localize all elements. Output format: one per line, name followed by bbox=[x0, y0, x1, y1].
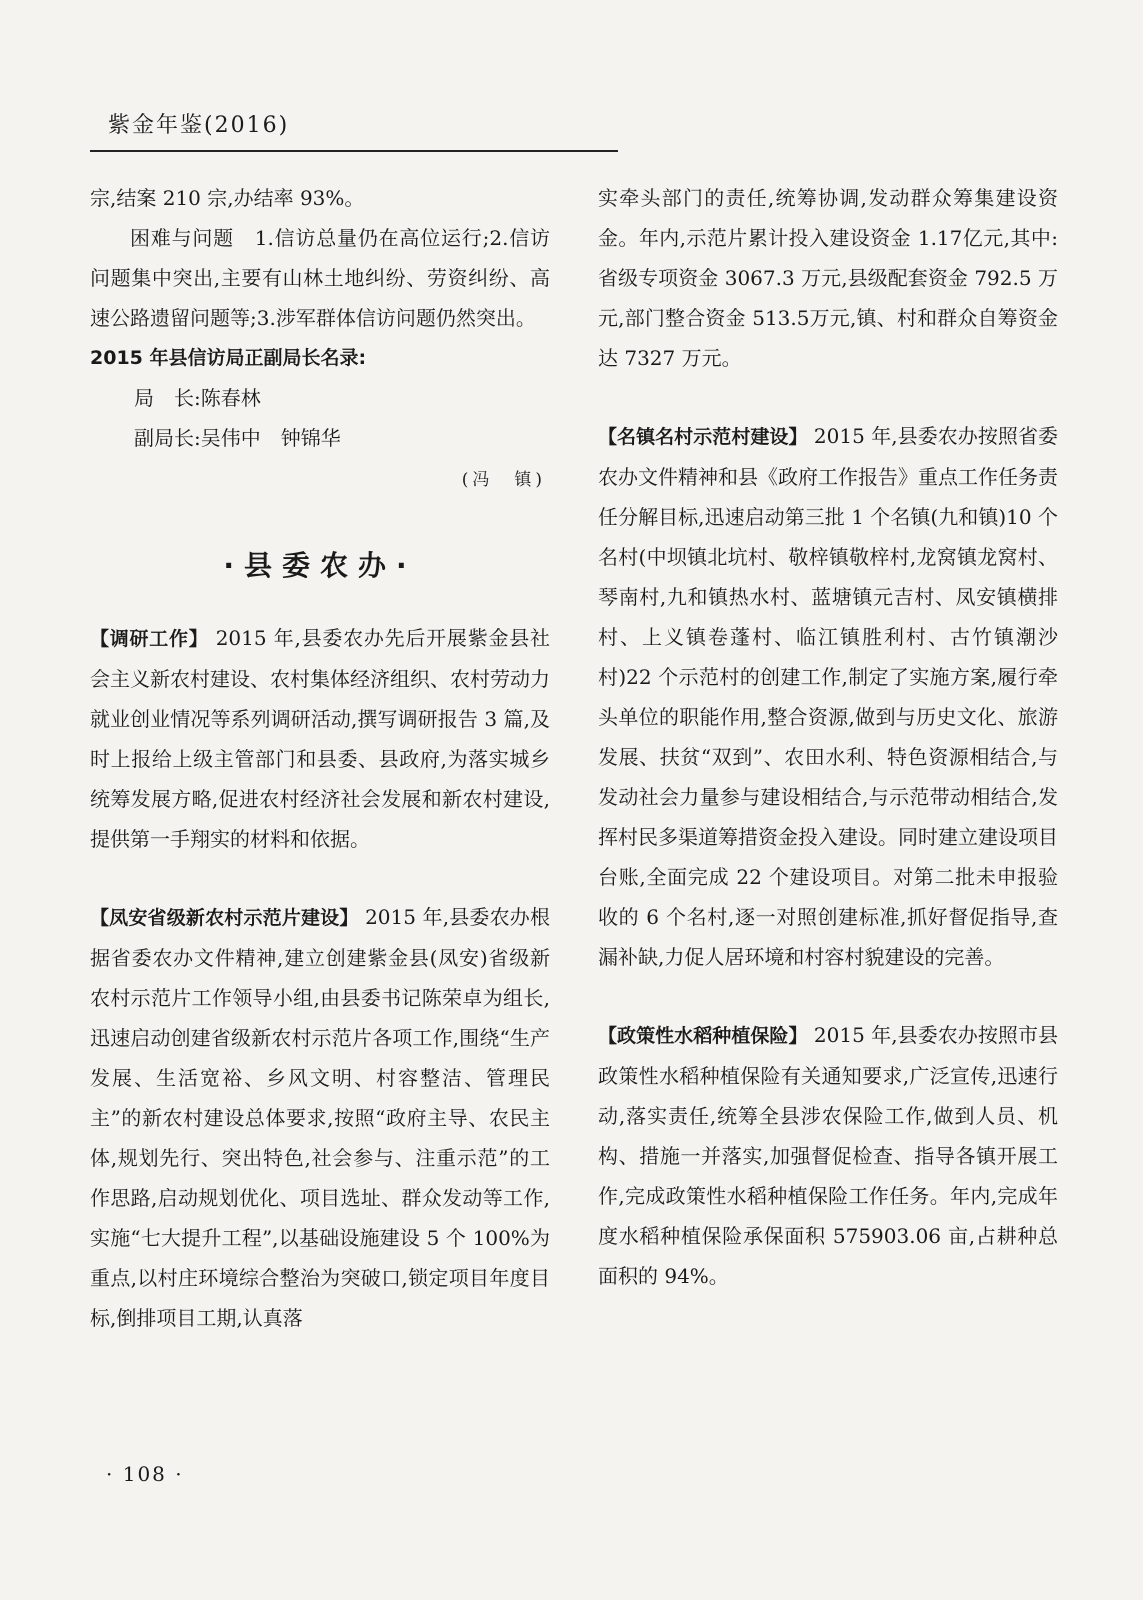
deputies-line: 副局长:吴伟中 钟锦华 bbox=[134, 426, 341, 450]
continued-paragraph: 宗,结案 210 宗,办结率 93%。 bbox=[90, 186, 365, 210]
entry-text: 2015 年,县委农办先后开展紫金县社会主义新农村建设、农村集体经济组织、农村劳动力就业创业情况等系列调研活动,撰写调研报告 3 篇,及时上报给上级主管部门和县委、县政府,为落实城乡统筹发展方略,促进农村经济社会发展和新农村建设,提供第一手翔实的材料和依据。 bbox=[90, 626, 550, 851]
section-title: ·县委农办· bbox=[223, 549, 417, 582]
entry-text: 2015 年,县委农办按照省委农办文件精神和县《政府工作报告》重点工作任务责任分解目标,迅速启动第三批 1 个名镇(九和镇)10 个名村(中坝镇北坑村、敬梓镇敬梓村,龙窝镇龙窝村、琴南村,九和镇热水村、蓝塘镇元吉村、凤安镇横排村、上义镇卷蓬村、临江镇胜利村、古竹镇潮沙村)22 个示范村的创建工作,制定了实施方案,履行牵头单位的职能作用,整合资源,做到与历史文化、旅游发展、扶贫“双到”、农田水利、特色资源相结合,与发动社会力量参与建设相结合,与示范带动相结合,发挥村民多渠道筹措资金投入建设。同时建立建设项目台账,全面完成 22 个建设项目。对第二批未申报验收的 6 个名村,逐一对照创建标准,抓好督促指导,查漏补缺,力促人居环境和村容村貌建设的完善。 bbox=[598, 424, 1058, 969]
entry-text: 2015 年,县委农办根据省委农办文件精神,建立创建紫金县(凤安)省级新农村示范片工作领导小组,由县委书记陈荣卓为组长,迅速启动创建省级新农村示范片各项工作,围绕“生产发展、生活宽裕、乡风文明、村容整洁、管理民主”的新农村建设总体要求,按照“政府主导、农民主体,规划先行、突出特色,社会参与、注重示范”的工作思路,启动规划优化、项目选址、群众发动等工作,实施“七大提升工程”,以基础设施建设 5 个 100%为重点,以村庄环境综合整治为突破口,锁定项目年度目标,倒排项目工期,认真落 bbox=[90, 905, 550, 1330]
entry-tag: 【调研工作】 bbox=[90, 628, 209, 650]
spacer bbox=[598, 977, 1058, 1015]
continued-paragraph: 实牵头部门的责任,统筹协调,发动群众筹集建设资金。年内,示范片累计投入建设资金 1.17亿元,其中:省级专项资金 3067.3 万元,县级配套资金 792.5 万元,部门整合资金 513.5万元,镇、村和群众自筹资金达 7327 万元。 bbox=[598, 186, 1058, 370]
entry-famous-villages bbox=[598, 416, 1058, 977]
entry-tag: 【名镇名村示范村建设】 bbox=[598, 426, 808, 448]
spacer bbox=[598, 378, 1058, 416]
entry-research bbox=[90, 618, 550, 859]
problems-label: 困难与问题 bbox=[130, 226, 234, 250]
page-number: · 108 · bbox=[106, 1462, 184, 1486]
director-line: 局 长:陈春林 bbox=[134, 386, 261, 410]
right-column bbox=[598, 178, 1058, 1296]
running-header: 紫金年鉴(2016) bbox=[108, 113, 290, 138]
entry-tag: 【政策性水稻种植保险】 bbox=[598, 1025, 808, 1047]
entry-rice-insurance bbox=[598, 1015, 1058, 1296]
spacer bbox=[90, 859, 550, 897]
header-rule bbox=[90, 150, 618, 152]
problems-paragraph bbox=[90, 218, 550, 338]
left-column bbox=[90, 178, 550, 1338]
leaders-heading: 2015 年县信访局正副局长名录: bbox=[90, 347, 367, 369]
entry-fengan bbox=[90, 897, 550, 1338]
entry-text: 2015 年,县委农办按照市县政策性水稻种植保险有关通知要求,广泛宣传,迅速行动,落实责任,统筹全县涉农保险工作,做到人员、机构、措施一并落实,加强督促检查、指导各镇开展工作,完成政策性水稻种植保险工作任务。年内,完成年度水稻种植保险承保面积 575903.06 亩,占耕种总面积的 94%。 bbox=[598, 1023, 1058, 1288]
entry-tag: 【凤安省级新农村示范片建设】 bbox=[90, 907, 359, 929]
problems-text: 1.信访总量仍在高位运行;2.信访问题集中突出,主要有山林土地纠纷、劳资纠纷、高速公路遗留问题等;3.涉军群体信访问题仍然突出。 bbox=[90, 226, 551, 330]
author-credit: (冯 镇) bbox=[461, 470, 546, 490]
